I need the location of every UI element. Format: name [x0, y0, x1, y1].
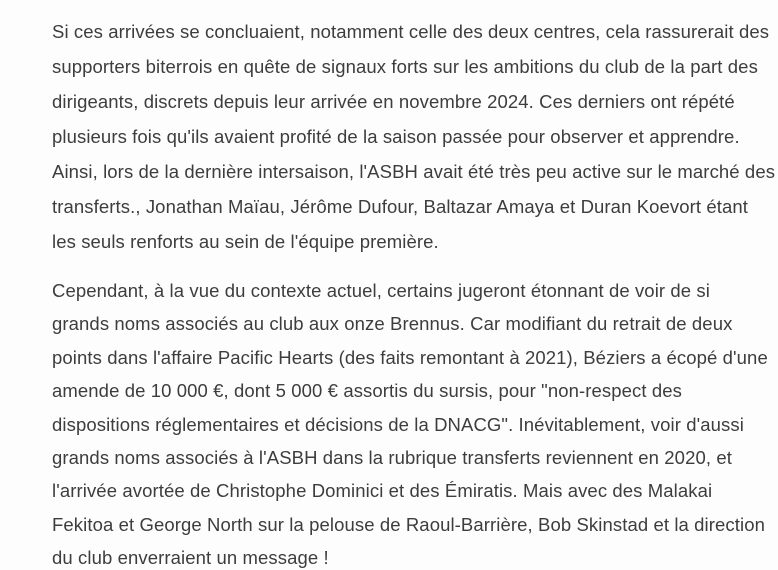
text-line: amende de 10 000 €, dont 5 000 € assortis du sursis, pour "non-respect des [52, 380, 682, 402]
text-line: les seuls renforts au sein de l'équipe première. [52, 231, 439, 252]
text-line: grands noms associés au club aux onze Brennus. Car modifiant du retrait de deux [52, 313, 733, 335]
text-line: grands noms associés à l'ASBH dans la rubrique transferts reviennent en 2020, et [52, 447, 732, 469]
text-line: supporters biterrois en quête de signaux forts sur les ambitions du club de la part des [52, 56, 758, 77]
text-line: du club enverraient un message ! [52, 547, 329, 569]
text-line: Cependant, à la vue du contexte actuel, certains jugeront étonnant de voir de si [52, 280, 710, 301]
text-line: Si ces arrivées se concluaient, notamment celle des deux centres, cela rassurerait des [52, 21, 770, 42]
paragraph-2 [52, 274, 768, 570]
text-line: plusieurs fois qu'ils avaient profité de la saison passée pour observer et apprendre. [52, 126, 740, 147]
article-body [52, 14, 776, 570]
text-line: l'arrivée avortée de Christophe Dominici et des Émiratis. Mais avec des Malakai [52, 480, 713, 502]
text-line: transferts., Jonathan Maïau, Jérôme Dufour, Baltazar Amaya et Duran Koevort étant [52, 196, 749, 217]
text-line: Ainsi, lors de la dernière intersaison, l'ASBH avait été très peu active sur le marché des [52, 161, 776, 182]
text-line: dispositions réglementaires et décisions de la DNACG". Inévitablement, voir d'aussi [52, 413, 744, 435]
text-line: dirigeants, discrets depuis leur arrivée en novembre 2024. Ces derniers ont répété [52, 91, 735, 112]
paragraph-1 [52, 14, 776, 259]
text-line: points dans l'affaire Pacific Hearts (des faits remontant à 2021), Béziers a écopé d'une [52, 346, 768, 368]
text-line: Fekitoa et George North sur la pelouse de Raoul-Barrière, Bob Skinstad et la direction [52, 513, 765, 535]
